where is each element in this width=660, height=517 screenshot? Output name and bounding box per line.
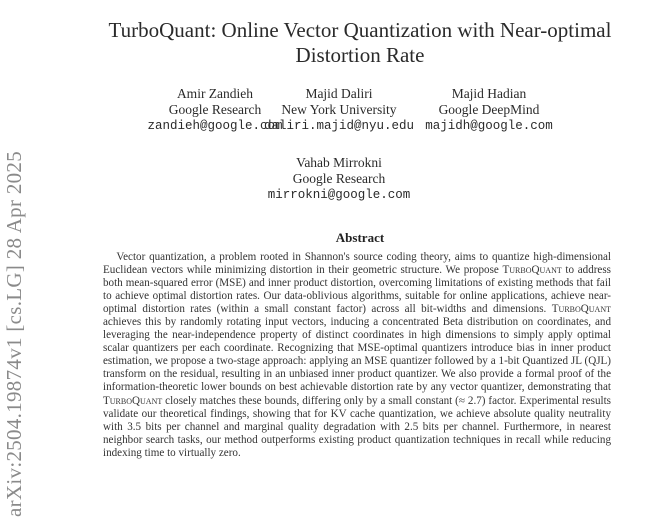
paper-title xyxy=(80,18,640,68)
title-line-2: Distortion Rate xyxy=(295,43,425,67)
author-email: zandieh@google.com xyxy=(147,119,283,133)
author-email: majidh@google.com xyxy=(425,119,553,133)
author-name: Amir Zandieh xyxy=(176,86,254,101)
author-email: mirrokni@google.com xyxy=(267,188,411,202)
author-affiliation: Google Research xyxy=(168,102,262,117)
author-block xyxy=(244,155,434,203)
author-affiliation: New York University xyxy=(281,102,397,117)
abstract-body xyxy=(103,251,611,460)
abstract-text: achieves this by randomly rotating input vectors, inducing a concentrated Beta distribution on coordinates, and leveraging the near-independence property of distinct coordinates in high dimensions to simply apply optimal scalar quantizers per each coordinate. Recognizing that MSE-optimal quantizers introduce bias in inner product estimation, we propose a two-stage approach: applying an MSE quantizer followed by a 1-bit Quantized JL (QJL) transform on the residual, resulting in an unbiased inner product quantizer. We also provide a formal proof of the information-theoretic lower bounds on best achievable distortion rate by any vector quantizer, demonstrating that xyxy=(103,316,611,394)
author-email: daliri.majid@nyu.edu xyxy=(263,119,415,133)
title-line-1: TurboQuant: Online Vector Quantization with Near-optimal xyxy=(108,18,612,42)
author-name: Vahab Mirrokni xyxy=(296,155,382,170)
method-name: TurboQuant xyxy=(502,264,562,277)
author-affiliation: Google Research xyxy=(292,171,386,186)
abstract-text: closely matches these bounds, differing only by a small constant (≈ 2.7) factor. Experimental results validate our theoretical findings, showing that for KV cache quantization, we achieve absolute quality neutrality with 3.5 bits per channel and marginal quality degradation with 2.5 bits per channel. Furthermore, in nearest neighbor search tasks, our method outperforms existing product quantization techniques in recall while reducing indexing time to virtually zero. xyxy=(103,394,611,459)
arxiv-identifier: arXiv:2504.19874v1 [cs.LG] 28 Apr 2025 xyxy=(2,150,26,517)
abstract-text: to address both mean-squared error (MSE) and inner product distortion, overcoming limitations of existing methods that fail to achieve optimal distortion rates. Our data-oblivious algorithms, suitable for online applications, achieve near-optimal distortion rates (within a small constant factor) across all bit-widths and dimensions. xyxy=(103,264,611,316)
abstract-text: Vector quantization, a problem rooted in Shannon's source coding theory, aims to quantize high-dimensional Euclidean vectors while minimizing distortion in their geometric structure. We propose xyxy=(103,251,611,277)
author-name: Majid Daliri xyxy=(305,86,373,101)
abstract-heading: Abstract xyxy=(335,230,385,245)
author-name: Majid Hadian xyxy=(451,86,527,101)
author-affiliation: Google DeepMind xyxy=(438,102,540,117)
arxiv-sidebar xyxy=(0,0,40,517)
method-name: TurboQuant xyxy=(103,394,163,407)
method-name: TurboQuant xyxy=(551,303,611,316)
author-block xyxy=(394,86,584,134)
